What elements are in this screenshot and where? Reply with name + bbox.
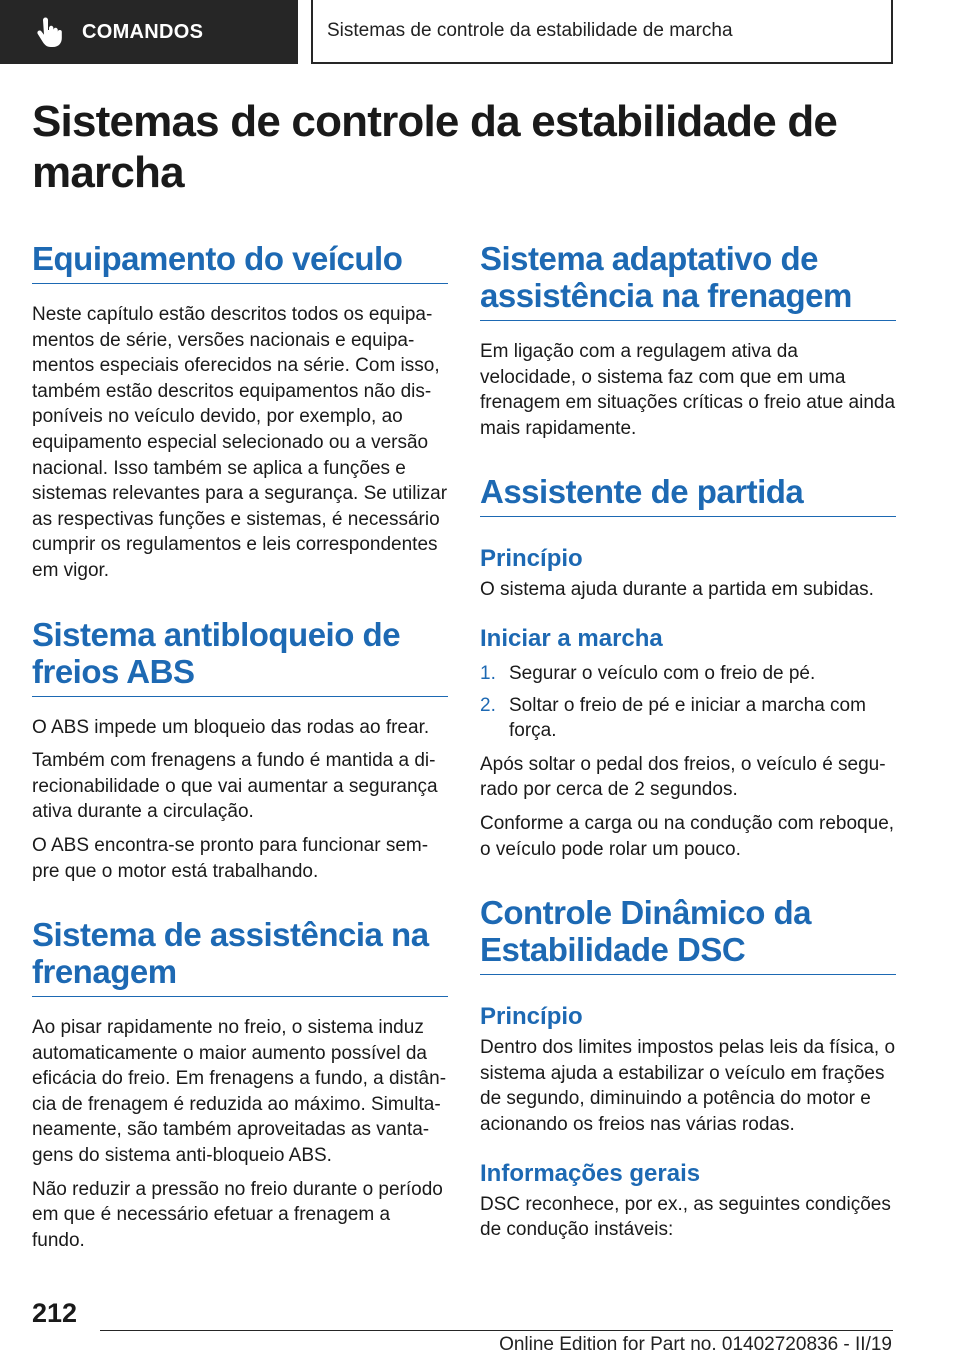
step-number: 2. — [480, 694, 496, 716]
page-number: 212 — [32, 1298, 78, 1328]
subheading-informacoes-gerais: Informações gerais — [480, 1159, 701, 1187]
paragraph: DSC reconhece, por ex., as seguintes condições de condução instáveis: — [480, 1193, 891, 1241]
subheading-iniciar-marcha: Iniciar a marcha — [480, 624, 663, 652]
paragraph: O sistema ajuda durante a partida em subidas. — [480, 579, 874, 601]
footer-divider — [100, 1330, 893, 1331]
subheading-principio: Princípio — [480, 1003, 583, 1031]
list-item — [480, 693, 896, 744]
hand-pointer-icon — [36, 17, 62, 47]
paragraph: O ABS encontra-se pronto para funcionar sempre que o motor está trabalhando. — [32, 834, 429, 882]
paragraph: O ABS impede um bloqueio das rodas ao frear. — [32, 716, 430, 738]
paragraph: Após soltar o pedal dos freios, o veículo é segurado por cerca de 2 segundos. — [480, 753, 886, 801]
list-item — [480, 661, 896, 687]
heading-abs: Sistema antibloqueio de freios ABS — [32, 616, 448, 697]
heading-dsc: Controle Dinâmico da Estabilidade DSC — [480, 894, 896, 975]
paragraph: Neste capítulo estão descritos todos os equipamentos de série, versões nacionais e equipamentos especiais oferecidos na série. Com isso, também estão descritos equipamentos não disponíveis no veículo devido, por exemplo, ao equipamento especial selecionado ou a versão nacional. Isso também se aplica a funções e sistemas relevantes para a segurança. Se utilizar as respectivas funções e sistemas, é necessário cumprir os regulamentos e leis correspondentes em vigor. — [32, 304, 448, 581]
paragraph: Dentro dos limites impostos pelas leis da física, o sistema ajuda a estabilizar o veículo em frações de segundo, diminuindo a potência do motor e acionando os freios nas várias rodas. — [480, 1037, 896, 1135]
step-text: Segurar o veículo com o freio de pé. — [509, 662, 816, 684]
step-number: 1. — [480, 662, 496, 684]
section-tab-label: COMANDOS — [82, 20, 204, 43]
right-column — [480, 240, 896, 1243]
section-tab[interactable] — [0, 0, 298, 64]
breadcrumb-text: Sistemas de controle da estabilidade de marcha — [327, 20, 733, 41]
heading-adaptativo: Sistema adaptativo de assistência na frenagem — [480, 240, 896, 321]
page-title: Sistemas de controle da estabilidade de marcha — [32, 97, 838, 197]
step-text: Soltar o freio de pé e iniciar a marcha com força. — [509, 694, 866, 742]
left-column — [32, 240, 448, 1253]
heading-assistente-partida: Assistente de partida — [480, 473, 896, 517]
steps-list — [480, 661, 896, 744]
heading-equipamento: Equipamento do veículo — [32, 240, 448, 284]
paragraph: Não reduzir a pressão no freio durante o período em que é necessário efetuar a frenagem a fundo. — [32, 1178, 443, 1251]
paragraph: Em ligação com a regulagem ativa da velocidade, o sistema faz com que em uma frenagem em situações críticas o freio atue ainda mais rapidamente. — [480, 341, 896, 439]
paragraph: Ao pisar rapidamente no freio, o sistema induz automaticamente o maior aumento possível da eficácia do freio. Em frenagens a fundo, a distância de frenagem é reduzida ao máximo. Simultaneamente, são também aproveitadas as vantagens do sistema anti-bloqueio ABS. — [32, 1017, 447, 1167]
heading-assistencia-frenagem: Sistema de assistência na frenagem — [32, 916, 448, 997]
footer-edition: Online Edition for Part no. 01402720836 - II/19 — [499, 1334, 892, 1355]
paragraph: Também com frenagens a fundo é mantida a direcionabilidade o que vai aumentar a segurança ativa durante a circulação. — [32, 750, 438, 823]
subheading-principio: Princípio — [480, 545, 583, 573]
breadcrumb — [311, 0, 893, 64]
paragraph: Conforme a carga ou na condução com reboque, o veículo pode rolar um pouco. — [480, 812, 895, 860]
